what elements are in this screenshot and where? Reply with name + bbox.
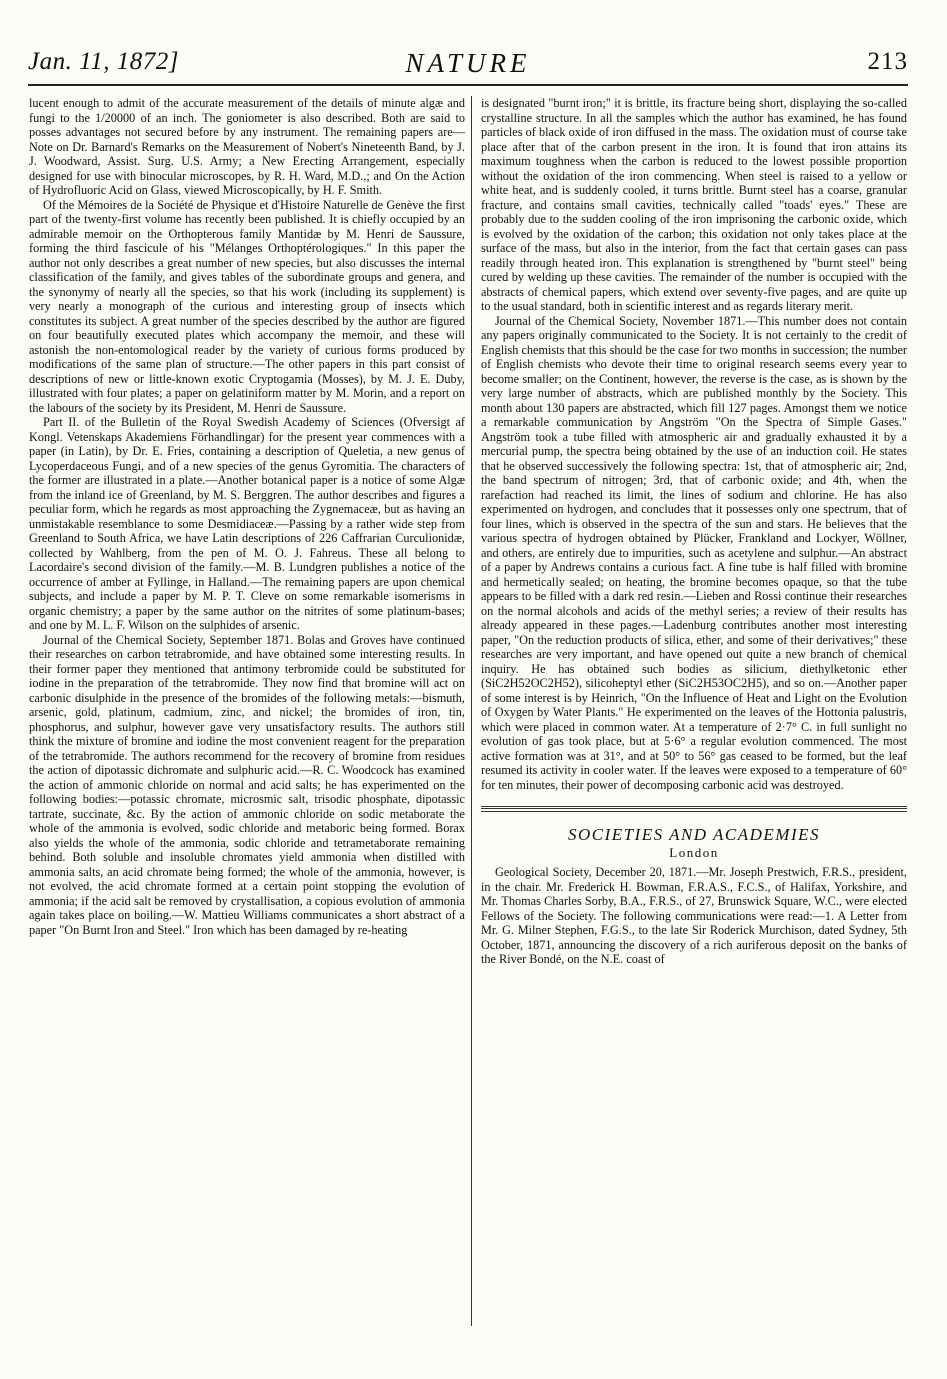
paragraph-burnt-iron: is designated "burnt iron;" it is brittle, its fracture being short, displaying the so-called crystalline structure. In all the samples which the author has examined, he has found particles of black oxide of iron diffused in the mass. The oxidation must of course take place after that of the carbon present in the iron. It is found that iron attains its maximum toughness when the carbon is reduced to the lowest possible proportion without the oxidation of the iron commencing. When steel is raised to a yellow or white heat, and is suddenly cooled, it turns brittle. Burnt steel has a coarse, granular fracture, and contains small cavities, technically called "toads' eyes." These are probably due to the sudden cooling of the iron imprisoning the carbonic oxide, which is evolved by the oxidation of the carbon; this oxidation not only takes place at the surface of the mass, but also in the interior, from the fact that certain gases can pass readily through heated iron. This explanation is strengthened by "burnt steel" being cured by welding up these cavities. The remainder of the number is occupied with the abstracts of chemical papers, which extend over seventy-five pages, and are quite up to the usual standard, both in scientific interest and as regards literary merit. (481, 96, 907, 313)
paragraph-microscopy: lucent enough to admit of the accurate measurement of the details of minute algæ and fungi to the 1/20000 of an inch. The goniometer is also described. Both are said to posses advantages not secured before by any instrument. The remaining papers are—Note on Dr. Barnard's Remarks on the Measurement of Nobert's Nineteenth Band, by J. J. Woodward, Assist. Surg. U.S. Army; a New Erecting Arrangement, especially designed for use with binocular microscopes, by R. H. Ward, M.D.,; and On the Action of Hydrofluoric Acid on Glass, viewed Microscopically, by H. F. Smith. (29, 96, 465, 197)
paragraph-geneve-memoires: Of the Mémoires de la Société de Physique et d'Histoire Naturelle de Genève the first part of the twenty-first volume has recently been published. It is chiefly occupied by an admirable memoir on the Orthopterous family Mantidæ by M. Henri de Saussure, forming the third fascicule of his "Mélanges Orthoptérologiques." In this paper the author not only describes a great number of new species, but also discusses the internal classification of the family, and gives tables of the subordinate groups and genera, and the synonymy of nearly all the species, so that his work (including its supplement) is very nearly a monograph of the curious and interesting group of insects which constitutes its subject. A great number of the species described by the author are figured on four beautifully executed plates which accompany the memoir, and these will astonish the non-entomological reader by the variety of curious forms produced by modifications of the same plan of structure.—The other papers in this part consist of descriptions of new or little-known exotic Cryptogamia (Mosses), by M. J. E. Duby, illustrated with four plates; a paper on gelatiniform matter by M. Morin, and a report on the labours of the society by its President, M. Henri de Saussure. (29, 197, 465, 415)
paragraph-chemical-society-november: Journal of the Chemical Society, November 1871.—This number does not contain any papers originally communicated to the Society. It is not certainly to the credit of English chemists that this should be the case for two months in succession; the number of English chemists who devote their time to original research seems every year to become smaller; on the Continent, however, the reverse is the case, as is shown by the very large number of abstracts, which are published monthly by the Society. This month about 130 papers are abstracted, which fill 127 pages. Amongst them we notice a remarkable communication by Angström "On the Spectra of Simple Gases." Angström took a tube filled with atmospheric air and gradually exhausted it by a mercurial pump, the spectra being obtained by the use of an induction coil. He states that he observed successively the following spectra: 1st, that of atmospheric air; 2nd, the band spectrum of nitrogen; 3rd, that of carbonic oxide; and 4th, when the rarefaction had reached its limit, the lines of sodium and chlorine. He has also experimented on hydrogen, and concludes that it possesses only one spectrum, that of four lines, which is observed in the spectra of the sun and stars. He believes that the various spectra of hydrogen obtained by Plücker, Frankland and Lockyer, Wöllner, and others, are entirely due to impurities, such as acetylene and sulphur.—An abstract of a paper by Andrews contains a curious fact. A fine tube is half filled with bromine and hermetically sealed; on heating, the bromine becomes opaque, so that the tube appears to be filled with a dark red resin.—Lieben and Rossi continue their researches on the normal alcohols and acids of the methyl series; a review of their results has already appeared in these pages.—Ladenburg contributes another most interesting paper, "On the reduction products of silica, ether, and some of their derivatives;" these researches are very important, and have opened out quite a new branch of chemical inquiry. He has obtained such bodies as silicium, diethylketonic ether (SiC2H52OC2H52), silicoheptyl ether (SiC2H53OC2H5), and so on.—Another paper of some interest is by Heinrich, "On the Influence of Heat and Light on the Evolution of Oxygen by Water Plants." He experimented on the leaves of the Hottonia palustris, which were placed in common water. At a temperature of 2·7° C. in full sunlight no evolution of gas took place, but at 5·6° a regular evolution commenced. The most active formation was at 31°, and at 50° to 56° gas ceased to be formed, but the leaf resumed its activity in cooler water. If the leaves were exposed to a temperature of 60° for ten minutes, their power of decomposing carbonic acid was destroyed. (481, 313, 907, 792)
paragraph-geological-society: Geological Society, December 20, 1871.—Mr. Joseph Prestwich, F.R.S., president, in the chair. Mr. Frederick H. Bowman, F.R.A.S., F.C.S., of Halifax, Yorkshire, and Mr. Thomas Charles Sorby, B.A., F.R.S., of 27, Brunswick Square, W.C., were elected Fellows of the Society. The following communications were read:—1. A Letter from Mr. G. Milner Stephen, F.G.S., to the late Sir Roderick Murchison, dated Sydney, 5th October, 1871, announcing the discovery of a rich auriferous deposit on the banks of the River Bondé, on the N.E. coast of (481, 865, 907, 966)
left-column (29, 96, 465, 937)
issue-date: Jan. 11, 1872] (28, 48, 179, 75)
column-divider (471, 96, 472, 1326)
paragraph-chemical-society-september: Journal of the Chemical Society, September 1871. Bolas and Groves have continued their researches on carbon tetrabromide, and have obtained some interesting results. In their former paper they mentioned that antimony terbromide could be substituted for iodine in the preparation of the tetrabromide. They now find that bromine will act on carbonic disulphide in the presence of the bromides of the following metals:—bismuth, arsenic, gold, platinum, cadmium, zinc, and nickel; the bromides of iron, tin, phosphorus, and sulphur, however gave very unsatisfactory results. The authors still think the mixture of bromine and iodine the most convenient reagent for the preparation of the tetrabromide. The authors recommend for the recovery of bromine from residues the action of dipotassic dichromate and sulphuric acid.—R. C. Woodcock has examined the action of ammonic chloride on normal and acid salts; he has experimented on the following bodies:—potassic chromate, microsmic salt, trisodic phosphate, dipotassic tartrate, succinate, &c. By the action of ammonic chloride on sodic metaborate the whole of the ammonia is evolved, sodic chloride and metaboric being formed. Borax also yields the whole of the ammonia, sodic chloride and tetrametaborate remaining behind. Both soluble and insoluble chromates yield ammonia when distilled with ammonia salts, an acid chromate being formed; the whole of the ammonia, however, is not evolved, the acid chromate formed at a certain point stopping the evolution of ammonia; if the acid salt be removed by crystallisation, a copious evolution of ammonia again takes place on boiling.—W. Mattieu Williams communicates a short abstract of a paper "On Burnt Iron and Steel." Iron which has been damaged by re-heating (29, 632, 465, 937)
right-column (481, 96, 907, 967)
page-header (28, 44, 908, 84)
section-divider (481, 806, 907, 809)
header-rule (28, 84, 908, 86)
section-subheading: London (669, 844, 719, 860)
section-heading: SOCIETIES AND ACADEMIES (567, 825, 821, 844)
page-number: 213 (867, 48, 908, 75)
section-divider-thin (481, 811, 907, 812)
journal-title: NATURE (405, 48, 531, 78)
paragraph-swedish-bulletin: Part II. of the Bulletin of the Royal Swedish Academy of Sciences (Ofversigt af Kongl. Vetenskaps Akademiens Förhandlingar) for the present year commences with a paper (in Latin), by Dr. E. Fries, containing a description of Queletia, a new genus of Lycoperdaceous Fungi, and of a new species of the genus Gyromitia. The characters of the former are illustrated in a plate.—Another botanical paper is a notice of some Algæ from the inland ice of Greenland, by M. S. Berggren. The author describes and figures a peculiar form, which he regards as most approaching the Zygnemaceæ, but as having an unmistakable resemblance to some Desmidiaceæ.—Passing by a rather wide step from Greenland to South Africa, we have Latin descriptions of 226 Caffrarian Curculionidæ, collected by Wahlberg, from the pen of M. O. J. Fahreus. These all belong to Lacordaire's second division of the family.—M. B. Lundgren publishes a notice of the occurrence of amber at Fyllinge, in Halland.—The remaining papers are upon chemical subjects, and include a paper by M. P. T. Cleve on some remarkable isomerisms in organic chemistry; a paper by the same author on the nitrites of some platinum-bases; and one by M. L. F. Wilson on the sulphides of arsenic. (29, 415, 465, 632)
